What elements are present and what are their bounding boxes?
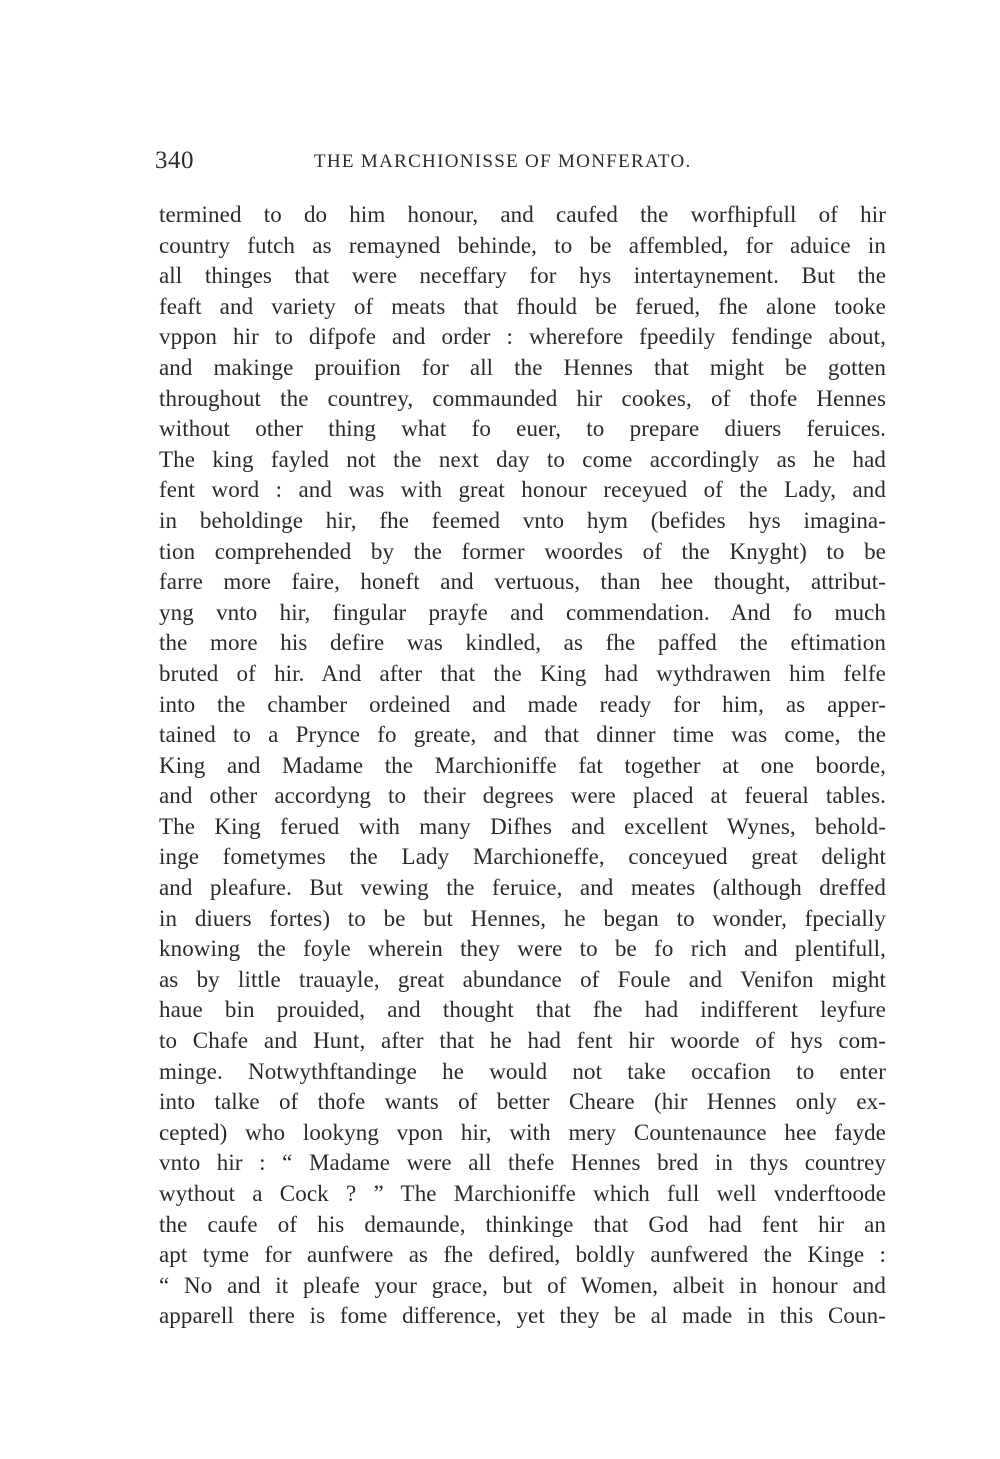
text-line: The king fayled not the next day to come accordingly as he had (159, 446, 886, 472)
text-line: inge fometymes the Lady Marchioneffe, conceyued great delight (159, 844, 886, 870)
text-line: “ No and it pleafe your grace, but of Women, albeit in honour and (159, 1272, 886, 1298)
text-line: into the chamber ordeined and made ready for him, as apper- (159, 691, 886, 717)
text-line: without other thing what fo euer, to prepare diuers feruices. (159, 416, 886, 442)
page-header (155, 146, 890, 180)
text-line: minge. Notwythftandinge he would not take occafion to enter (159, 1058, 886, 1084)
text-line: farre more faire, honeft and vertuous, than hee thought, attribut- (159, 569, 886, 595)
text-line: wythout a Cock ? ” The Marchioniffe which full well vnderftoode (159, 1181, 886, 1206)
text-line: and pleafure. But vewing the feruice, and meates (although dreffed (159, 875, 886, 901)
text-line: fent word : and was with great honour receyued of the Lady, and (159, 477, 886, 503)
text-line: vppon hir to difpofe and order : wherefore fpeedily fendinge about, (159, 324, 886, 350)
text-line: to Chafe and Hunt, after that he had fent hir woorde of hys com- (159, 1028, 886, 1054)
text-line: yng vnto hir, fingular prayfe and commendation. And fo much (159, 599, 886, 625)
text-line: and other accordyng to their degrees were placed at feueral tables. (159, 783, 886, 809)
text-line: tion comprehended by the former woordes of the Knyght) to be (159, 538, 886, 564)
text-line: tained to a Prynce fo greate, and that dinner time was come, the (159, 722, 886, 748)
text-line: the more his defire was kindled, as fhe paffed the eftimation (159, 630, 886, 656)
text-line: throughout the countrey, commaunded hir cookes, of thofe Hennes (159, 385, 886, 411)
text-line: in beholdinge hir, fhe feemed vnto hym (befides hys imagina- (159, 507, 886, 533)
text-line: bruted of hir. And after that the King had wythdrawen him felfe (159, 660, 886, 686)
text-line: haue bin prouided, and thought that fhe had indifferent leyfure (159, 997, 886, 1023)
text-line: termined to do him honour, and caufed the worfhipfull of hir (159, 202, 886, 227)
running-title: THE MARCHIONISSE OF MONFERATO. (314, 151, 692, 172)
text-line: all thinges that were neceffary for hys intertaynement. But the (159, 263, 886, 289)
text-line: apparell there is fome difference, yet they be al made in this Coun- (159, 1303, 886, 1329)
text-line: apt tyme for aunfwere as fhe defired, boldly aunfwered the Kinge : (159, 1242, 886, 1268)
page-number: 340 (155, 147, 194, 174)
text-line: country futch as remayned behinde, to be affembled, for aduice in (159, 232, 886, 258)
text-line: vnto hir : “ Madame were all thefe Hennes bred in thys countrey (159, 1150, 886, 1176)
text-line: and makinge prouifion for all the Hennes that might be gotten (159, 354, 886, 380)
text-line: King and Madame the Marchioniffe fat together at one boorde, (159, 752, 886, 778)
text-line: into talke of thofe wants of better Cheare (hir Hennes only ex- (159, 1089, 886, 1115)
text-line: the caufe of his demaunde, thinkinge that God had fent hir an (159, 1211, 886, 1237)
text-line: The King ferued with many Difhes and excellent Wynes, behold- (159, 813, 886, 839)
text-line: as by little trauayle, great abundance of Foule and Venifon might (159, 966, 886, 992)
body-text (159, 200, 886, 1332)
text-line: cepted) who lookyng vpon hir, with mery Countenaunce hee fayde (159, 1119, 886, 1145)
text-line: knowing the foyle wherein they were to be fo rich and plentifull, (159, 936, 886, 962)
text-line: in diuers fortes) to be but Hennes, he began to wonder, fpecially (159, 905, 886, 931)
text-line: feaft and variety of meats that fhould be ferued, fhe alone tooke (159, 293, 886, 319)
